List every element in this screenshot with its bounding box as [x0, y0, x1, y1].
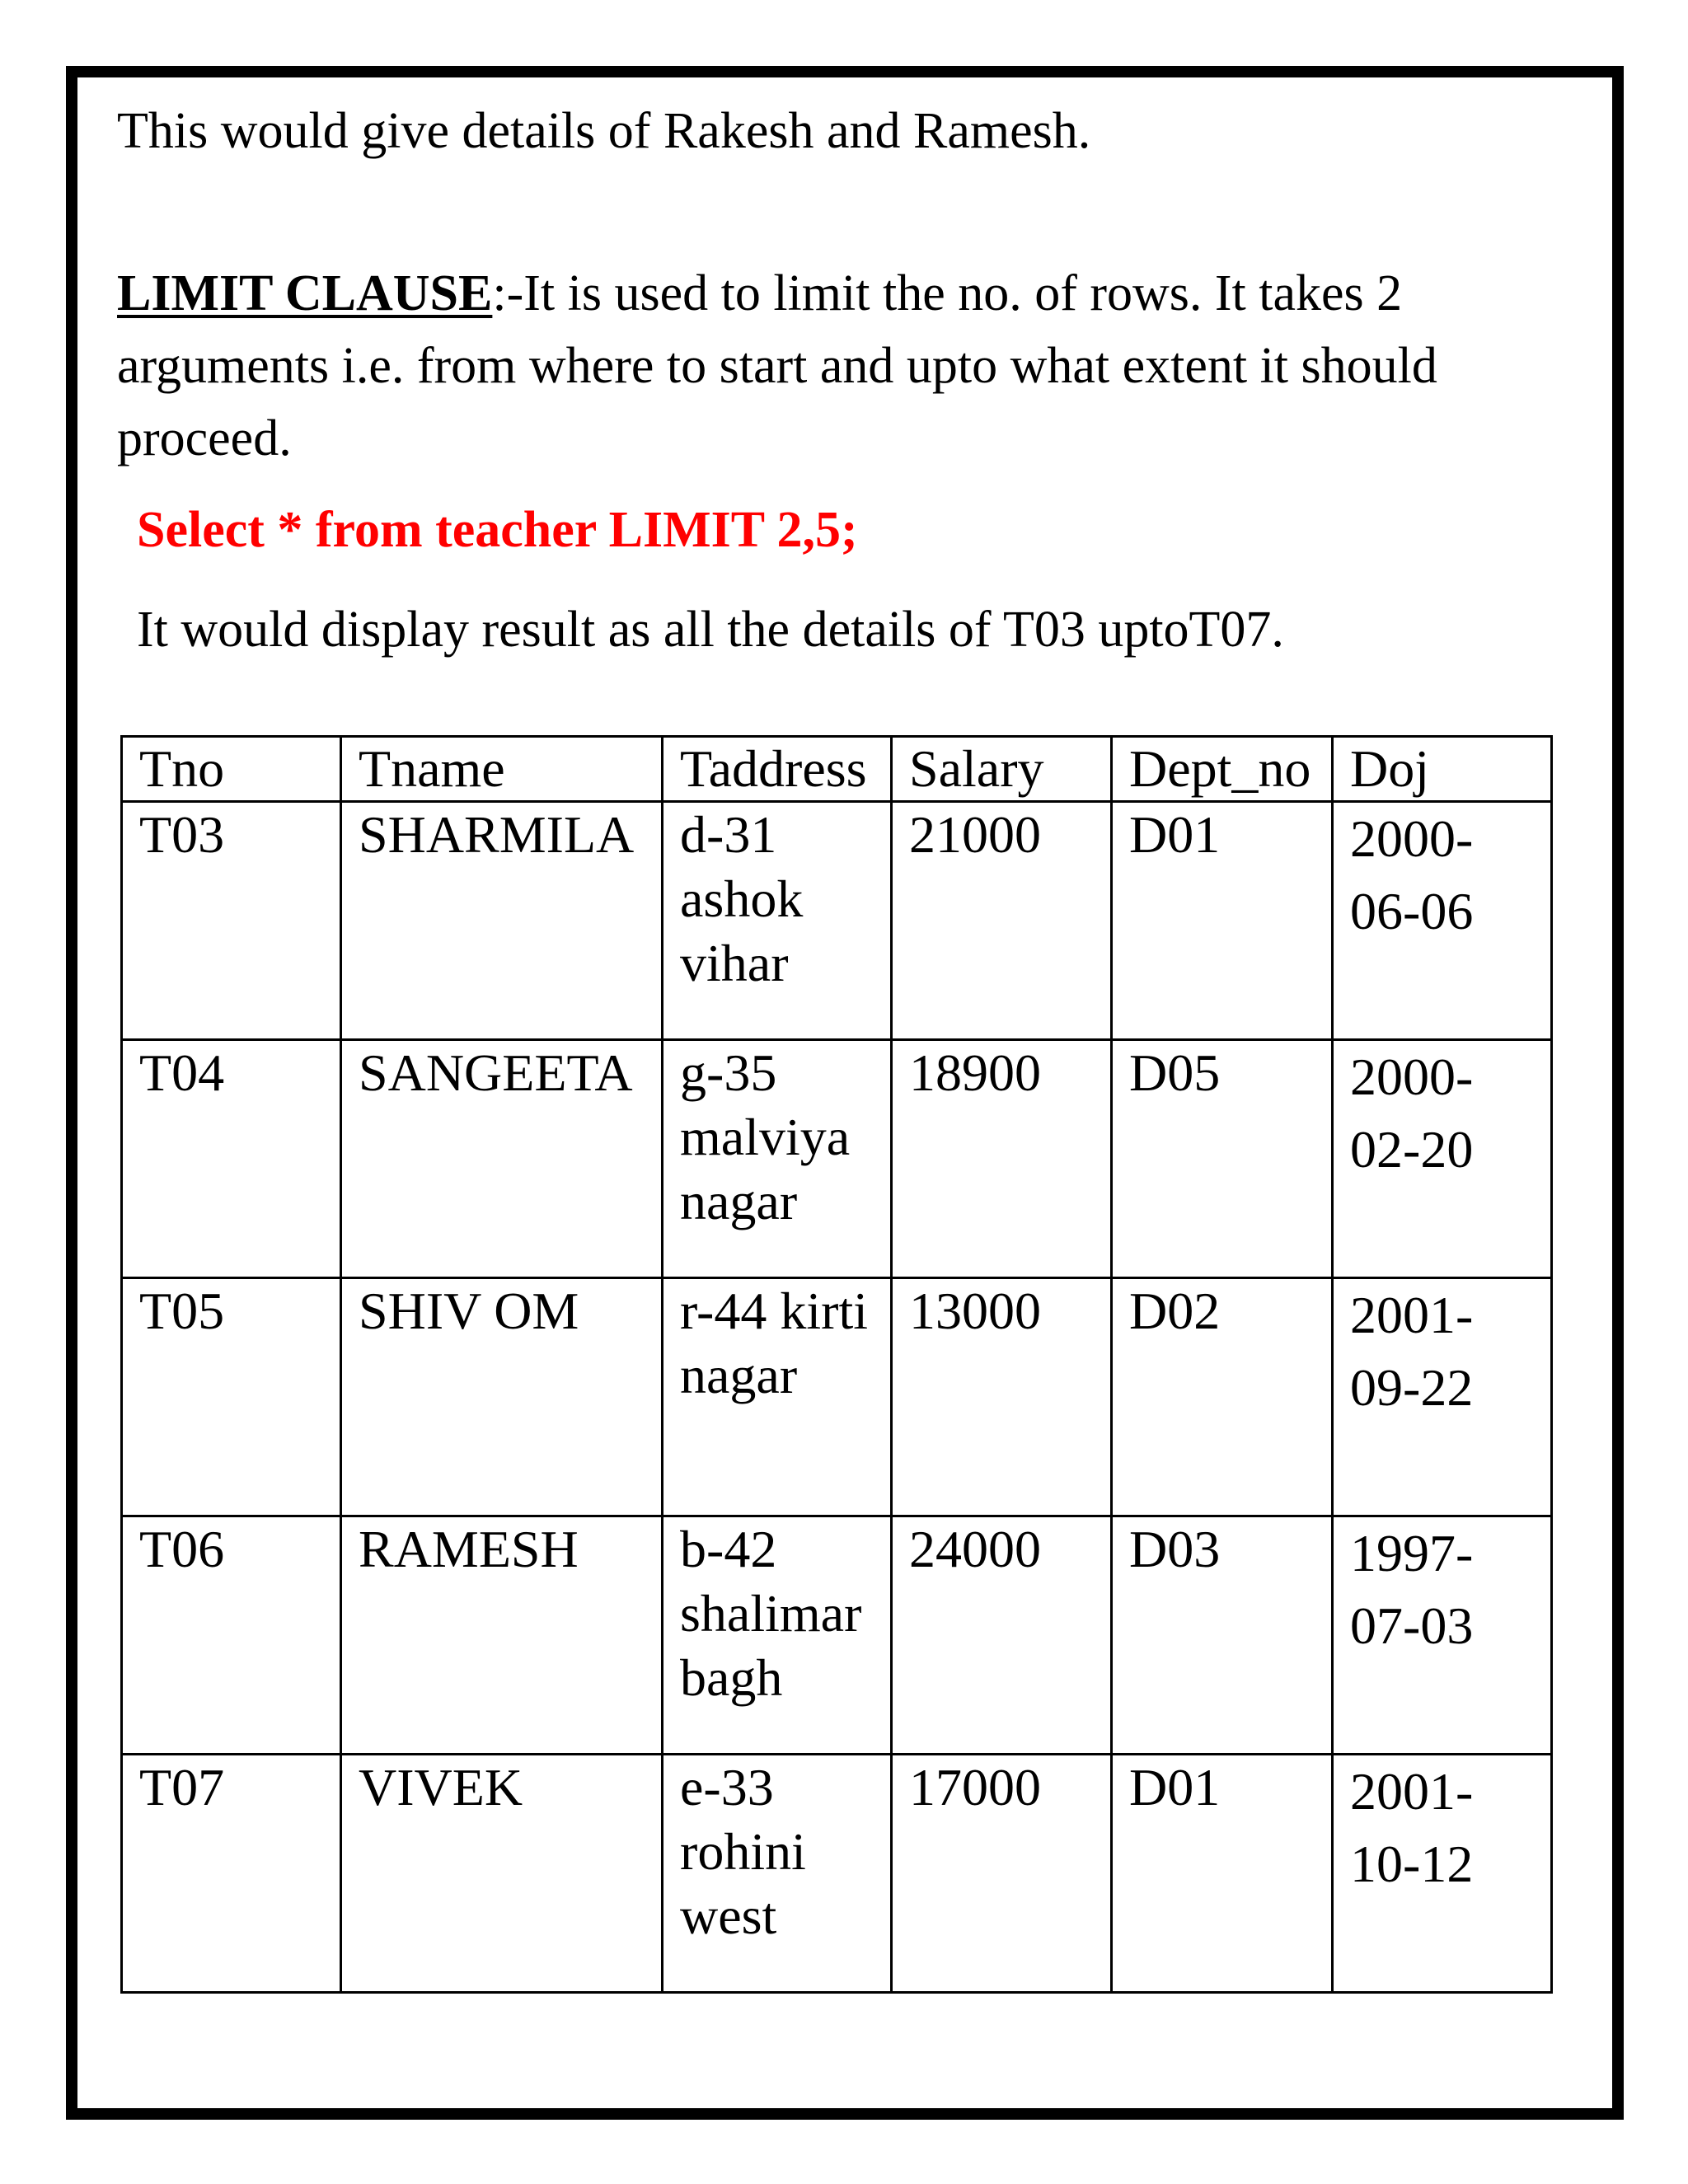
sql-query: Select * from teacher LIMIT 2,5;: [137, 502, 858, 558]
header-tno: Tno: [122, 737, 341, 802]
limit-description: It is used to limit the no. of rows. It takes 2: [523, 265, 1403, 321]
header-salary: Salary: [892, 737, 1112, 802]
header-taddress: Taddress: [663, 737, 892, 802]
cell-tno: T03: [122, 802, 341, 1040]
limit-clause-heading: LIMIT CLAUSE: [117, 265, 493, 321]
limit-line-2: arguments i.e. from where to start and upto what extent it should: [117, 338, 1437, 394]
cell-doj: 2001- 09-22: [1333, 1278, 1552, 1516]
cell-tname: SANGEETA: [341, 1040, 663, 1278]
table-header-row: [122, 737, 1552, 802]
cell-doj: 1997- 07-03: [1333, 1516, 1552, 1755]
cell-taddress: b-42 shalimar bagh: [663, 1516, 892, 1755]
cell-tname: VIVEK: [341, 1755, 663, 1993]
header-dept-no: Dept_no: [1112, 737, 1333, 802]
cell-salary: 24000: [892, 1516, 1112, 1755]
cell-salary: 18900: [892, 1040, 1112, 1278]
cell-taddress: g-35 malviya nagar: [663, 1040, 892, 1278]
table-row: [122, 1040, 1552, 1278]
table-row: [122, 1278, 1552, 1516]
limit-separator: :-: [492, 265, 524, 321]
cell-tname: RAMESH: [341, 1516, 663, 1755]
table-row: [122, 1516, 1552, 1755]
cell-tno: T06: [122, 1516, 341, 1755]
limit-line-3: proceed.: [117, 410, 292, 466]
cell-tno: T05: [122, 1278, 341, 1516]
cell-salary: 13000: [892, 1278, 1112, 1516]
cell-dept-no: D02: [1112, 1278, 1333, 1516]
limit-line-1: [117, 265, 1403, 321]
cell-dept-no: D01: [1112, 802, 1333, 1040]
header-doj: Doj: [1333, 737, 1552, 802]
teacher-table: [120, 735, 1553, 1994]
table-row: [122, 802, 1552, 1040]
cell-tno: T07: [122, 1755, 341, 1993]
cell-dept-no: D05: [1112, 1040, 1333, 1278]
result-note: It would display result as all the details of T03 uptoT07.: [137, 602, 1284, 658]
cell-tname: SHARMILA: [341, 802, 663, 1040]
cell-doj: 2000- 02-20: [1333, 1040, 1552, 1278]
cell-dept-no: D01: [1112, 1755, 1333, 1993]
cell-taddress: r-44 kirti nagar: [663, 1278, 892, 1516]
header-tname: Tname: [341, 737, 663, 802]
cell-tno: T04: [122, 1040, 341, 1278]
cell-tname: SHIV OM: [341, 1278, 663, 1516]
cell-doj: 2001- 10-12: [1333, 1755, 1552, 1993]
cell-doj: 2000- 06-06: [1333, 802, 1552, 1040]
cell-taddress: e-33 rohini west: [663, 1755, 892, 1993]
cell-salary: 17000: [892, 1755, 1112, 1993]
cell-dept-no: D03: [1112, 1516, 1333, 1755]
intro-text: This would give details of Rakesh and Ramesh.: [117, 103, 1091, 159]
cell-salary: 21000: [892, 802, 1112, 1040]
table-row: [122, 1755, 1552, 1993]
cell-taddress: d-31 ashok vihar: [663, 802, 892, 1040]
